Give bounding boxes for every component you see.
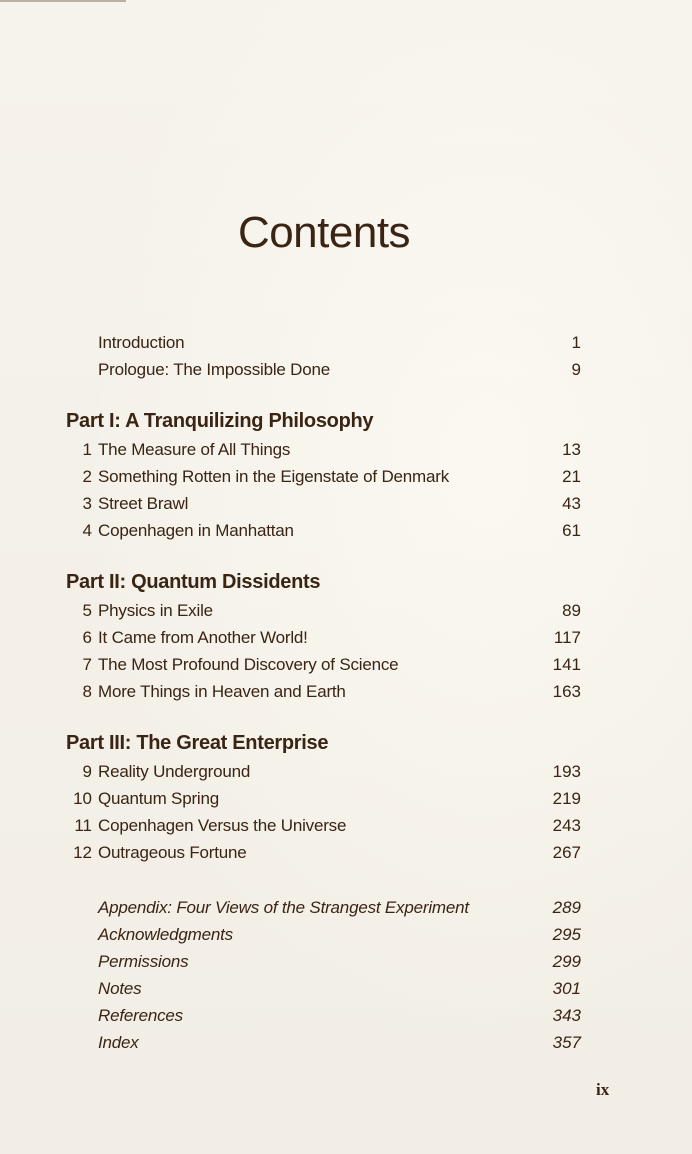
toc-entry-notes [0, 977, 692, 1001]
toc-entry-references [0, 1004, 692, 1028]
chapter-title: It Came from Another World! [98, 628, 308, 647]
toc-chapter-1 [0, 438, 692, 462]
toc-chapter-12 [0, 841, 692, 865]
chapter-page: 117 [553, 628, 581, 647]
chapter-number: 3 [82, 494, 92, 513]
chapter-title: The Most Profound Discovery of Science [98, 655, 399, 674]
chapter-page: 21 [562, 467, 581, 486]
chapter-title: The Measure of All Things [98, 440, 291, 459]
entry-label: Permissions [98, 952, 189, 971]
page-number: ix [596, 1080, 610, 1099]
toc-entry-appendix [0, 896, 692, 920]
toc-entry-prologue [0, 358, 692, 382]
part-heading-3: Part III: The Great Enterprise [66, 732, 329, 754]
toc-chapter-5 [0, 599, 692, 623]
part-heading-1: Part I: A Tranquilizing Philosophy [66, 410, 374, 432]
chapter-number: 4 [82, 521, 92, 540]
chapter-page: 193 [552, 762, 581, 781]
toc-chapter-9 [0, 760, 692, 784]
chapter-title: Quantum Spring [98, 789, 219, 808]
toc-chapter-11 [0, 814, 692, 838]
chapter-number: 9 [82, 762, 92, 781]
chapter-page: 141 [552, 655, 581, 674]
entry-page: 1 [571, 333, 581, 352]
entry-page: 9 [571, 360, 581, 379]
chapter-page: 61 [562, 521, 581, 540]
entry-page: 295 [552, 925, 581, 944]
entry-label: Index [98, 1033, 139, 1052]
chapter-number: 12 [73, 843, 92, 862]
chapter-title: Copenhagen in Manhattan [98, 521, 294, 540]
page-title: Contents [237, 208, 411, 257]
toc-chapter-6 [0, 626, 692, 650]
entry-label: Introduction [98, 333, 185, 352]
chapter-page: 267 [552, 843, 581, 862]
chapter-number: 11 [74, 816, 92, 835]
entry-page: 343 [552, 1006, 581, 1025]
entry-label: Prologue: The Impossible Done [98, 360, 331, 379]
toc-chapter-4 [0, 519, 692, 543]
chapter-title: Outrageous Fortune [98, 843, 247, 862]
chapter-page: 219 [552, 789, 581, 808]
chapter-title: Copenhagen Versus the Universe [98, 816, 347, 835]
toc-chapter-3 [0, 492, 692, 516]
entry-page: 357 [552, 1033, 581, 1052]
entry-page: 301 [552, 979, 581, 998]
toc-entry-index [0, 1031, 692, 1055]
toc-entry-introduction [0, 331, 692, 355]
chapter-title: More Things in Heaven and Earth [98, 682, 346, 701]
toc-chapter-10 [0, 787, 692, 811]
chapter-title: Reality Underground [98, 762, 251, 781]
chapter-number: 7 [82, 655, 92, 674]
entry-label: Acknowledgments [98, 925, 233, 944]
entry-label: Notes [98, 979, 142, 998]
chapter-number: 5 [82, 601, 92, 620]
chapter-number: 1 [82, 440, 92, 459]
part-heading-2: Part II: Quantum Dissidents [66, 571, 321, 593]
chapter-number: 8 [82, 682, 92, 701]
chapter-title: Physics in Exile [98, 601, 213, 620]
entry-page: 289 [552, 898, 581, 917]
toc-chapter-8 [0, 680, 692, 704]
toc-chapter-7 [0, 653, 692, 677]
chapter-page: 243 [552, 816, 581, 835]
chapter-page: 13 [562, 440, 581, 459]
toc-entry-acknowledgments [0, 923, 692, 947]
chapter-number: 10 [73, 789, 92, 808]
chapter-title: Street Brawl [98, 494, 189, 513]
toc-chapter-2 [0, 465, 692, 489]
chapter-page: 43 [562, 494, 581, 513]
entry-page: 299 [552, 952, 581, 971]
chapter-number: 2 [82, 467, 92, 486]
chapter-page: 163 [552, 682, 581, 701]
toc-entry-permissions [0, 950, 692, 974]
chapter-page: 89 [562, 601, 581, 620]
chapter-number: 6 [82, 628, 92, 647]
entry-label: Appendix: Four Views of the Strangest Experiment [98, 898, 469, 917]
chapter-title: Something Rotten in the Eigenstate of Denmark [98, 467, 450, 486]
entry-label: References [98, 1006, 183, 1025]
